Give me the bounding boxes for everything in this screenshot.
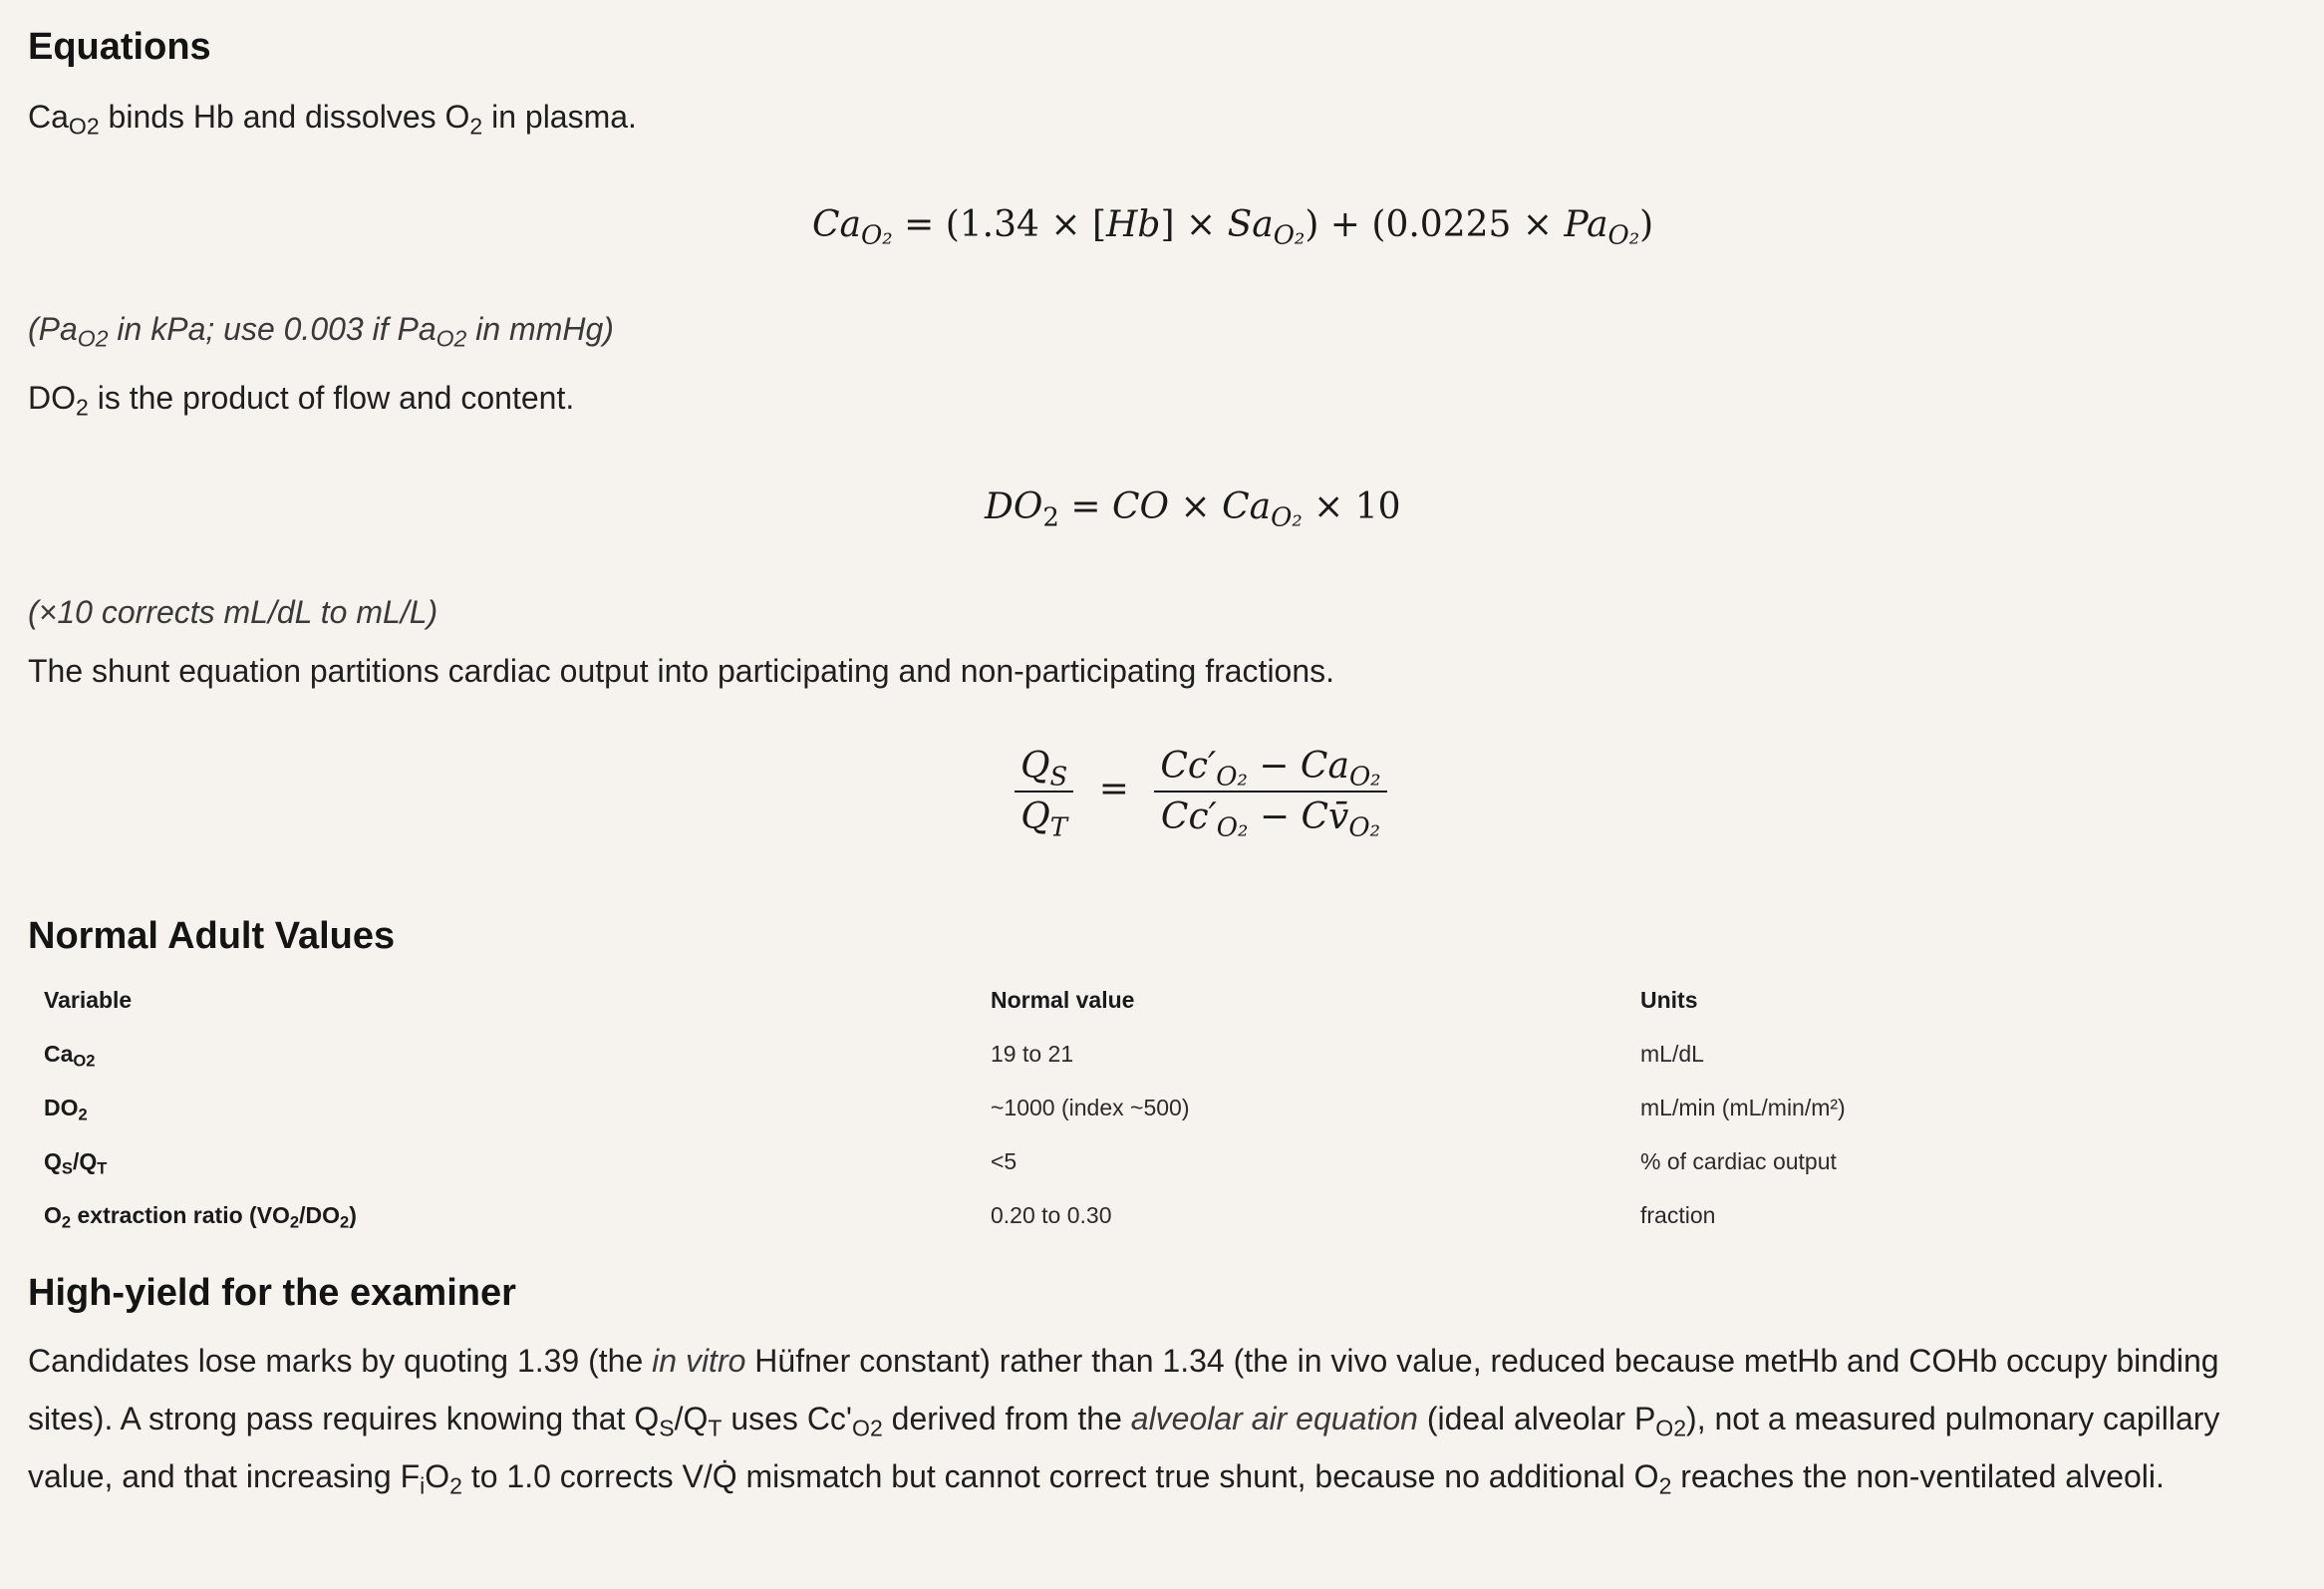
subscript: O₂: [1216, 762, 1248, 793]
subscript: 2: [289, 1212, 300, 1232]
subscript: 2: [340, 1212, 350, 1232]
equation-shunt: [1015, 746, 1387, 843]
text: reaches the non-ventilated alveoli.: [1671, 1458, 2165, 1494]
cell-value: <5: [991, 1147, 1017, 1174]
text: Ca: [28, 99, 69, 135]
text: Hüfner constant) rather than 1.34 (the in vivo value, reduced because metHb and COHb occupy binding sites). A strong pass requires knowing that Q: [28, 1343, 2219, 1436]
symbol: CO: [1111, 486, 1169, 527]
text: in mmHg): [466, 311, 614, 347]
text: O: [425, 1458, 450, 1494]
text: in plasma.: [482, 99, 637, 135]
subscript: O₂: [1607, 220, 1640, 251]
subscript: O₂: [1273, 220, 1306, 251]
fraction-content: [1154, 746, 1386, 843]
subscript: i: [420, 1472, 426, 1499]
high-yield-heading: High-yield for the examiner: [28, 1272, 516, 1314]
text: in kPa; use 0.003 if Pa: [108, 311, 436, 347]
emphasis: alveolar air equation: [1130, 1401, 1418, 1436]
symbol: Ca: [1222, 486, 1272, 527]
text: /Q: [674, 1401, 709, 1436]
subscript: 2: [469, 113, 483, 140]
text: /Q: [72, 1147, 98, 1174]
subscript: O2: [77, 325, 109, 352]
symbol: Sa: [1227, 204, 1274, 245]
text: derived from the: [882, 1401, 1131, 1436]
eq1-note: [28, 311, 614, 352]
normal-values-heading: Normal Adult Values: [28, 915, 396, 957]
table-row: [44, 1027, 2238, 1081]
high-yield-paragraph: [28, 1332, 2300, 1505]
header-units: Units: [1640, 986, 1698, 1013]
text: DO: [28, 380, 76, 416]
subscript: O2: [68, 113, 100, 140]
subscript: S: [61, 1158, 73, 1178]
text: =: [1058, 486, 1112, 527]
subscript: O₂: [1348, 812, 1380, 843]
minus: −: [1247, 746, 1301, 787]
table-row: [44, 1188, 2238, 1242]
table-row: [44, 1134, 2238, 1188]
equals-sign: =: [1098, 769, 1129, 809]
eq3-intro: The shunt equation partitions cardiac output into participating and non-participating fractions.: [28, 653, 1335, 689]
cell-value: 0.20 to 0.30: [991, 1201, 1112, 1228]
subscript: O2: [1655, 1415, 1687, 1441]
subscript: 2: [76, 394, 89, 421]
text: uses Cc': [722, 1401, 853, 1436]
equation-cao2: [812, 204, 1654, 251]
text: ×: [1169, 486, 1223, 527]
text: is the product of flow and content.: [88, 380, 575, 416]
symbol: Ca: [812, 204, 862, 245]
eq2-intro: [28, 379, 575, 421]
symbol: DO: [985, 486, 1043, 527]
subscript: 2: [78, 1105, 88, 1124]
cell-units: % of cardiac output: [1640, 1147, 1837, 1174]
cell-value: ~1000 (index ~500): [991, 1094, 1190, 1120]
equations-heading: Equations: [28, 26, 211, 68]
cell-units: fraction: [1640, 1201, 1716, 1228]
fraction-qs-qt: [1015, 746, 1073, 843]
text: extraction ratio (VO: [71, 1201, 290, 1228]
subscript: O2: [73, 1051, 96, 1071]
subscript: T: [708, 1415, 723, 1441]
table-header-row: [44, 973, 2238, 1027]
symbol: Cv̄: [1301, 796, 1349, 837]
symbol: Q: [1020, 796, 1050, 837]
cell-variable: [44, 1027, 991, 1081]
subscript: S: [659, 1415, 675, 1441]
subscript: 2: [61, 1212, 72, 1232]
symbol: Hb: [1106, 204, 1161, 245]
text: Q: [44, 1147, 62, 1174]
text: ): [1639, 204, 1654, 245]
text: ] ×: [1160, 204, 1228, 245]
eq2-note: (×10 corrects mL/dL to mL/L): [28, 594, 438, 630]
subscript: 2: [449, 1472, 462, 1499]
text: binds Hb and dissolves O: [99, 99, 470, 135]
subscript: O₂: [1348, 762, 1381, 793]
text: DO: [44, 1094, 79, 1120]
text: to 1.0 corrects V/Q̇ mismatch but cannot correct true shunt, because no additional O: [461, 1458, 1659, 1494]
subscript: O₂: [861, 220, 893, 251]
text: Ca: [44, 1040, 74, 1067]
text: /DO: [299, 1201, 341, 1228]
cell-value: 19 to 21: [991, 1040, 1074, 1067]
cell-units: mL/min (mL/min/m²): [1640, 1094, 1846, 1120]
subscript: O₂: [1271, 502, 1303, 533]
cell-variable: [44, 1134, 991, 1188]
subscript: T: [97, 1158, 108, 1178]
subscript: O2: [436, 325, 467, 352]
header-normal-value: Normal value: [991, 986, 1135, 1013]
text: Candidates lose marks by quoting 1.39 (the: [28, 1343, 653, 1379]
minus: −: [1248, 796, 1302, 837]
header-variable: Variable: [44, 986, 133, 1013]
symbol: Cc′: [1160, 796, 1217, 837]
text: ): [349, 1201, 357, 1228]
symbol: Pa: [1564, 204, 1608, 245]
cell-units: mL/dL: [1640, 1040, 1704, 1067]
subscript: O2: [852, 1415, 883, 1441]
text: = (1.34 × [: [892, 204, 1106, 245]
text: O: [44, 1201, 62, 1228]
symbol: Q: [1020, 746, 1050, 787]
equation-do2: [985, 486, 1401, 533]
cell-variable: [44, 1081, 991, 1134]
text: (Pa: [28, 311, 78, 347]
text: (ideal alveolar P: [1417, 1401, 1656, 1436]
emphasis: in vitro: [652, 1343, 746, 1379]
subscript: T: [1049, 812, 1068, 843]
normal-values-table: [44, 973, 2238, 1242]
symbol: Cc′: [1160, 746, 1217, 787]
text: × 10: [1302, 486, 1401, 527]
subscript: S: [1049, 762, 1068, 793]
table-row: [44, 1081, 2238, 1134]
subscript: 2: [1042, 502, 1059, 533]
text: ), not a measured pulmonary capillary value, and that increasing F: [28, 1401, 2220, 1494]
subscript: O₂: [1216, 812, 1249, 843]
text: ) + (0.0225 ×: [1305, 204, 1565, 245]
cell-variable: [44, 1188, 991, 1242]
subscript: 2: [1658, 1472, 1672, 1499]
eq1-intro: [28, 98, 637, 140]
symbol: Ca: [1300, 746, 1349, 787]
